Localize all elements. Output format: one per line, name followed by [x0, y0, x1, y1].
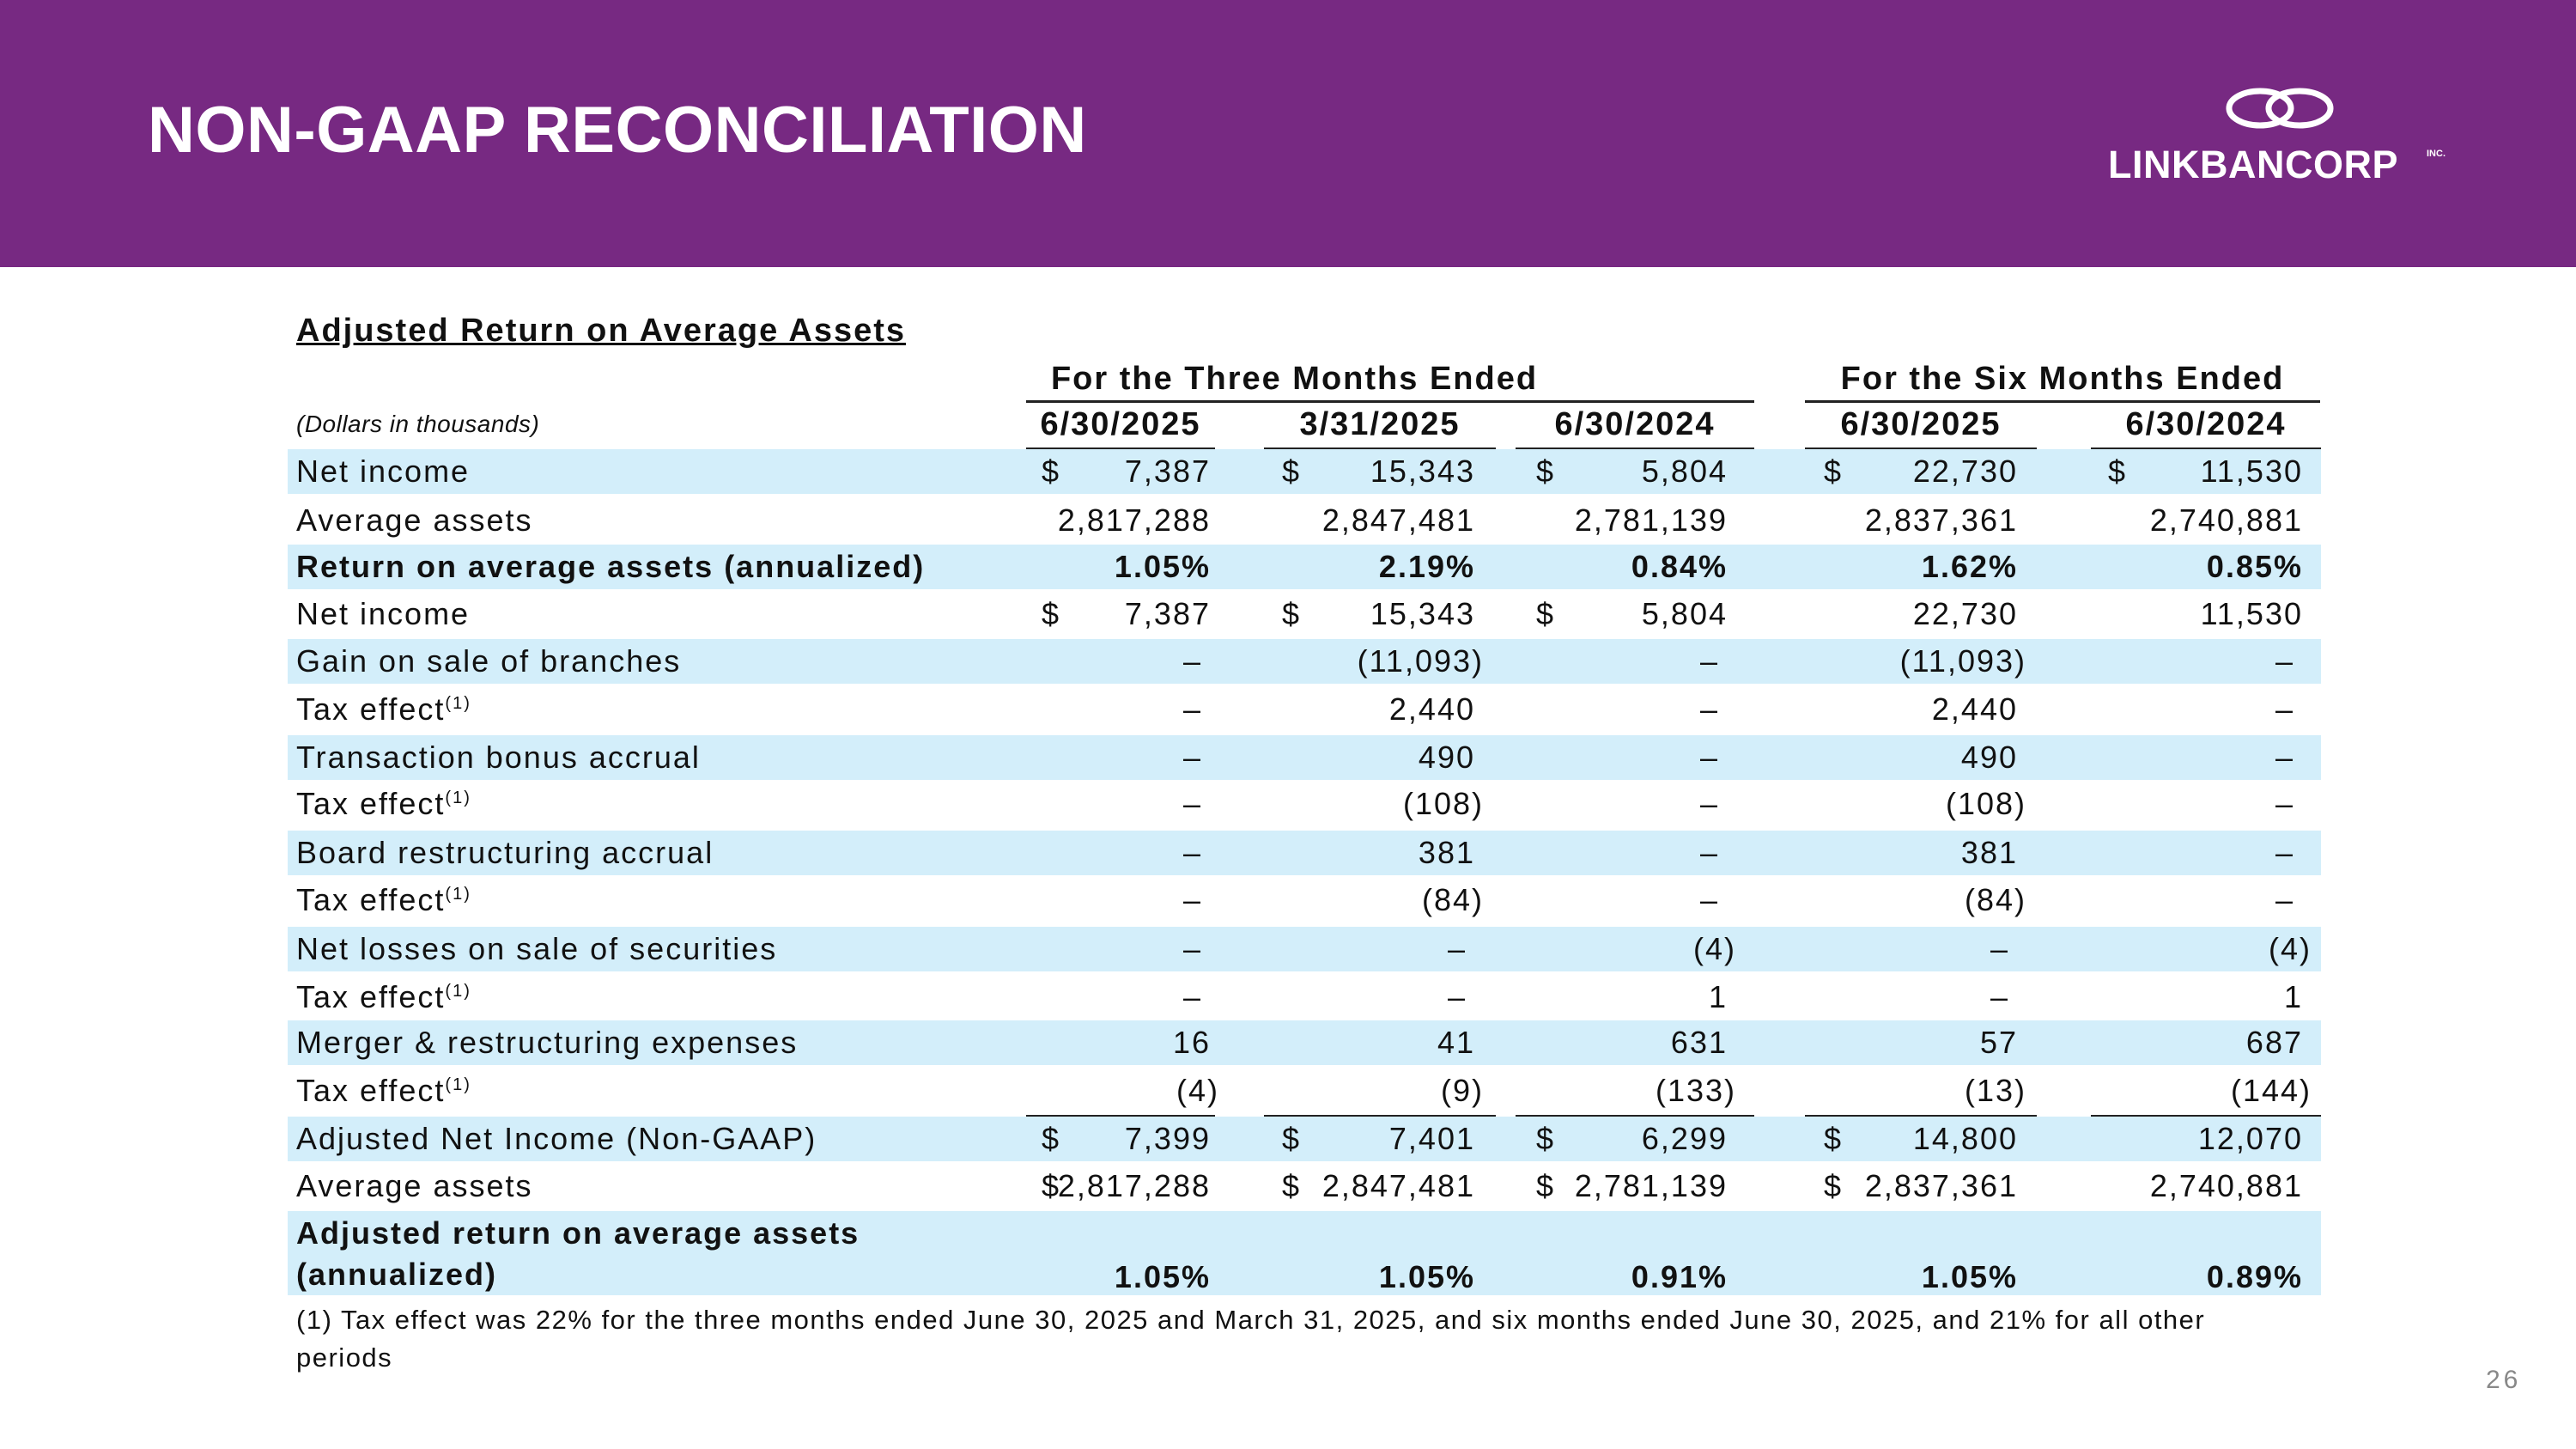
row-label-text: Net income [296, 454, 471, 489]
table-row [288, 498, 2321, 543]
table-row [288, 1164, 2321, 1209]
table-row [288, 639, 2321, 684]
table-row [288, 782, 2321, 826]
table-cell: 2,440 [1388, 691, 1475, 727]
table-cell: 2,781,139 [1574, 1168, 1728, 1203]
subtotal-rule [1264, 1115, 1496, 1117]
table-cell: – [2275, 882, 2294, 917]
table-cell: 41 [1437, 1025, 1475, 1060]
table-cell: – [1699, 740, 1719, 775]
table-row [288, 878, 2321, 922]
table-cell: 0.84% [1631, 549, 1728, 584]
group-underline-three-months [1026, 400, 1754, 403]
row-label-text: Tax effect [296, 1073, 446, 1108]
table-row [288, 831, 2321, 875]
table-cell: (13) [1964, 1073, 2026, 1108]
row-label [296, 1213, 914, 1295]
row-label-text: Tax effect [296, 882, 446, 917]
table-cell: 5,804 [1641, 454, 1728, 489]
table-row [288, 545, 2321, 589]
row-label [296, 835, 714, 871]
table-row [288, 1117, 2321, 1161]
row-label-text: Net losses on sale of securities [296, 931, 778, 966]
table-cell: – [2275, 835, 2294, 870]
table-cell: 2,740,881 [2149, 502, 2303, 538]
row-label [296, 596, 470, 632]
table-cell: – [1182, 691, 1202, 727]
table-cell: 490 [1418, 740, 1475, 775]
row-label-text: Tax effect [296, 691, 446, 727]
footnote-ref: (1) [445, 982, 471, 1001]
table-row [288, 735, 2321, 780]
table-cell: (9) [1441, 1073, 1484, 1108]
currency-symbol: $ [1042, 596, 1060, 631]
table-cell: – [1699, 643, 1719, 679]
table-cell: 57 [1979, 1025, 2018, 1060]
currency-symbol: $ [1824, 454, 1842, 489]
page-number: 26 [2486, 1366, 2522, 1394]
table-cell: – [2275, 691, 2294, 727]
currency-symbol: $ [1042, 454, 1060, 489]
table-row [288, 1020, 2321, 1065]
footnote-ref: (1) [445, 788, 471, 807]
table-cell: – [1447, 931, 1467, 966]
table-cell: 2.19% [1378, 549, 1475, 584]
table-cell: – [1447, 979, 1467, 1014]
table-cell: 15,343 [1370, 596, 1475, 631]
table-cell: 490 [1960, 740, 2018, 775]
currency-symbol: $ [1536, 596, 1554, 631]
row-label-text: Gain on sale of branches [296, 643, 682, 679]
table-cell: 15,343 [1370, 454, 1475, 489]
row-label [296, 979, 471, 1015]
row-label-text: Adjusted return on average assets (annualized) [296, 1215, 860, 1292]
table-cell: 14,800 [1912, 1121, 2018, 1156]
table-cell: (11,093) [1899, 643, 2026, 679]
currency-symbol: $ [1042, 1168, 1060, 1203]
group-underline-six-months [1805, 400, 2320, 403]
row-label [296, 1073, 471, 1109]
row-label [296, 1168, 532, 1204]
table-cell: – [1182, 882, 1202, 917]
table-cell: (4) [2269, 931, 2312, 966]
group-header-three-months: For the Three Months Ended [1050, 361, 1539, 397]
currency-symbol: $ [1824, 1168, 1842, 1203]
table-cell: 381 [1960, 835, 2018, 870]
subtotal-rule [1516, 1115, 1754, 1117]
column-header: 6/30/2024 [2125, 406, 2287, 442]
table-cell: 22,730 [1912, 596, 2018, 631]
currency-symbol: $ [1824, 1121, 1842, 1156]
column-header: 6/30/2025 [1840, 406, 2002, 442]
table-cell: – [1182, 786, 1202, 821]
company-logo [2108, 82, 2469, 194]
table-cell: (144) [2230, 1073, 2312, 1108]
table-cell: – [1990, 979, 2009, 1014]
table-cell: 16 [1172, 1025, 1211, 1060]
table-cell: 2,817,288 [1057, 502, 1211, 538]
subtotal-rule [2091, 1115, 2321, 1117]
table-cell: 2,847,481 [1321, 1168, 1475, 1203]
table-cell: – [1182, 740, 1202, 775]
footnote-ref: (1) [445, 885, 471, 904]
currency-symbol: $ [1536, 1168, 1554, 1203]
table-cell: – [1182, 643, 1202, 679]
table-cell: – [1182, 835, 1202, 870]
currency-symbol: $ [1536, 454, 1554, 489]
currency-symbol: $ [1282, 454, 1300, 489]
table-cell: (108) [1402, 786, 1484, 821]
table-row [288, 449, 2321, 494]
row-label [296, 786, 471, 822]
table-cell: 0.85% [2206, 549, 2303, 584]
table-row [288, 687, 2321, 732]
table-cell: 7,387 [1124, 596, 1211, 631]
table-cell: 2,837,361 [1864, 1168, 2018, 1203]
table-cell: 1.62% [1921, 549, 2018, 584]
row-label-text: Net income [296, 596, 471, 631]
table-cell: – [2275, 740, 2294, 775]
table-row [288, 1211, 2321, 1295]
table-row [288, 592, 2321, 636]
currency-symbol: $ [1536, 1121, 1554, 1156]
table-row [288, 975, 2321, 1020]
table-cell: (11,093) [1357, 643, 1484, 679]
row-label-text: Tax effect [296, 786, 446, 821]
currency-symbol: $ [1282, 1121, 1300, 1156]
row-label-text: Merger & restructuring expenses [296, 1025, 799, 1060]
subtotal-rule [1805, 1115, 2037, 1117]
table-cell: – [2275, 643, 2294, 679]
table-cell: – [1182, 979, 1202, 1014]
table-cell: – [2275, 786, 2294, 821]
table-cell: 22,730 [1912, 454, 2018, 489]
page-title: NON-GAAP RECONCILIATION [148, 94, 1087, 167]
table-row [288, 927, 2321, 971]
table-cell: 2,817,288 [1057, 1168, 1211, 1203]
row-label [296, 454, 470, 490]
row-label [296, 549, 925, 585]
table-cell: 1.05% [1921, 1259, 2018, 1294]
column-header: 6/30/2025 [1040, 406, 1201, 442]
table-cell: 6,299 [1641, 1121, 1728, 1156]
table-cell: 1.05% [1114, 549, 1211, 584]
table-cell: 7,399 [1124, 1121, 1211, 1156]
table-cell: 631 [1670, 1025, 1728, 1060]
table-cell: – [1699, 835, 1719, 870]
table-cell: (4) [1693, 931, 1736, 966]
table-cell: 687 [2245, 1025, 2303, 1060]
table-cell: 2,440 [1931, 691, 2018, 727]
table-row [288, 1068, 2321, 1113]
footnote-ref: (1) [445, 694, 471, 713]
table-cell: (133) [1655, 1073, 1736, 1108]
group-header-six-months: For the Six Months Ended [1840, 361, 2285, 397]
table-cell: 7,401 [1388, 1121, 1475, 1156]
column-header: 3/31/2025 [1299, 406, 1461, 442]
footnote: (1) Tax effect was 22% for the three months ended June 30, 2025 and March 31, 2025, and six months ended June 30, 2025, and 21% for all other periods [296, 1305, 2206, 1373]
table-cell: (108) [1945, 786, 2026, 821]
row-label [296, 643, 681, 679]
table-cell: – [1699, 786, 1719, 821]
table-cell: 1 [1708, 979, 1728, 1014]
logo-suffix: INC. [2427, 149, 2445, 159]
row-label-text: Return on average assets (annualized) [296, 549, 926, 584]
column-header: 6/30/2024 [1554, 406, 1716, 442]
logo-wordmark: LINKBANCORP [2108, 143, 2398, 186]
table-cell: 0.89% [2206, 1259, 2303, 1294]
row-label [296, 740, 701, 776]
row-label-text: Average assets [296, 502, 533, 538]
table-cell: 7,387 [1124, 454, 1211, 489]
footnote-ref: (1) [445, 1075, 471, 1094]
table-cell: (84) [1421, 882, 1484, 917]
row-label-text: Average assets [296, 1168, 533, 1203]
table-cell: (4) [1176, 1073, 1219, 1108]
row-label [296, 882, 471, 918]
currency-symbol: $ [1042, 1121, 1060, 1156]
row-label-text: Tax effect [296, 979, 446, 1014]
units-note: (Dollars in thousands) [296, 411, 540, 437]
currency-symbol: $ [2108, 454, 2126, 489]
table-cell: 1.05% [1114, 1259, 1211, 1294]
table-cell: 2,740,881 [2149, 1168, 2303, 1203]
table-cell: 2,837,361 [1864, 502, 2018, 538]
table-cell: – [1182, 931, 1202, 966]
table-cell: 1.05% [1378, 1259, 1475, 1294]
title-bar [0, 0, 2576, 267]
table-cell: 11,530 [2200, 454, 2303, 489]
currency-symbol: $ [1282, 1168, 1300, 1203]
table-cell: – [1990, 931, 2009, 966]
row-label [296, 691, 471, 728]
table-cell: 2,847,481 [1321, 502, 1475, 538]
row-label [296, 502, 532, 539]
currency-symbol: $ [1282, 596, 1300, 631]
row-label-text: Adjusted Net Income (Non-GAAP) [296, 1121, 817, 1156]
row-label [296, 1025, 798, 1061]
link-rings-icon [2215, 82, 2344, 134]
table-cell: – [1699, 691, 1719, 727]
table-cell: 1 [2283, 979, 2303, 1014]
subtotal-rule [1026, 1115, 1215, 1117]
table-cell: 381 [1418, 835, 1475, 870]
row-label [296, 931, 777, 967]
row-label-text: Board restructuring accrual [296, 835, 714, 870]
table-cell: 2,781,139 [1574, 502, 1728, 538]
table-cell: 0.91% [1631, 1259, 1728, 1294]
table-title: Adjusted Return on Average Assets [296, 313, 907, 349]
table-cell: 11,530 [2200, 596, 2303, 631]
row-label [296, 1121, 817, 1157]
table-cell: (84) [1964, 882, 2026, 917]
table-cell: 12,070 [2197, 1121, 2303, 1156]
table-cell: – [1699, 882, 1719, 917]
table-cell: 5,804 [1641, 596, 1728, 631]
row-label-text: Transaction bonus accrual [296, 740, 701, 775]
